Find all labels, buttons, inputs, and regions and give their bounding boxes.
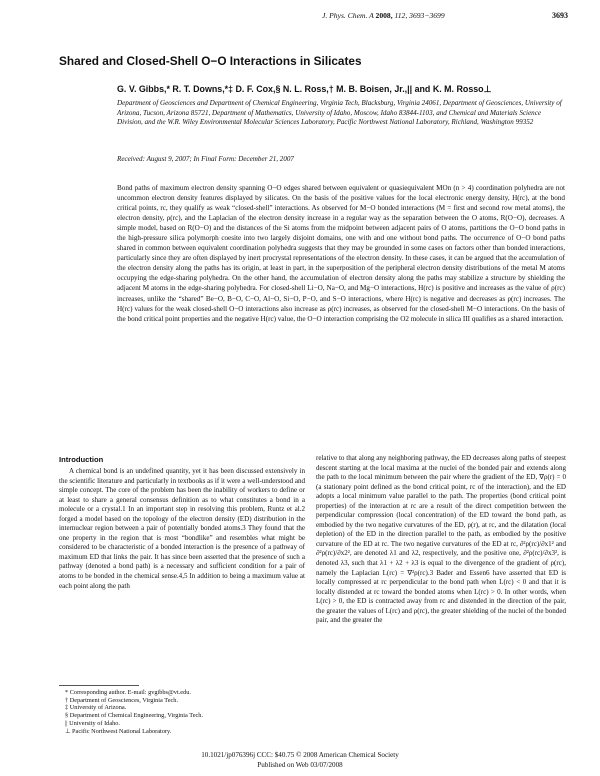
journal-volume: 112, — [394, 11, 408, 20]
body-column-left: A chemical bond is an undefined quantity, yet it has been discussed extensively in the scientific literature and particularly in textbooks as if it were a well-understood and simple concept. The core of the problem has been the inability of workers to define or at least to share a general consensus definition as to what constitutes a bond in a molecule or a crystal.1 In an important step in resolving this problem, Runtz et al.2 forged a model based on the topology of the electron density (ED) distribution in the internuclear region between a pair of potentially bonded atoms.3 They found that the one property in the region that is most “bondlike” and resembles what might be considered to be characteristic of a bonded interaction is the presence of a pathway of maximum ED that links the pair. It has since been asserted that the presence of such a pathway (denoted a bond path) is a necessary and sufficient condition for a pair of atoms to be bonded in the chemical sense.4,5 In addition to being a maximum value at each point along the path — [59, 467, 305, 590]
abstract: Bond paths of maximum electron density spanning O−O edges shared between equivalent or quasiequivalent MOn (n > 4) coordination polyhedra are not uncommon electron density features displayed by silicates. On the basis of the positive values for the local electronic energy density, H(rc), at the bond critical points, rc, they qualify as weak “closed-shell” interactions. As observed for M−O bonded interactions (M = first and second row metal atoms), the electron density, ρ(rc), and the Laplacian of the electron density increase in a regular way as the separation between the O atoms, R(O−O), decreases. A simple model, based on R(O−O) and the distances of the Si atoms from the midpoint between adjacent pairs of O atoms, partitions the O−O bond paths in the high-pressure silica polymorph coesite into two largely disjoint domains, one with and one without bond paths. The occurrence of O−O bond paths shared in common between equivalent coordination polyhedra suggests that they may be grounded in some cases on factors other than bonded interactions, particularly since they are often displayed by inert procrystal representations of the electron density. In these cases, it can be argued that the accumulation of the electron density along the paths has its origin, at least in part, in the superposition of the peripheral electron density distributions of the metal M atoms occupying the edge-sharing polyhedra. On the other hand, the accumulation of electron density along the paths may stabilize a structure by shielding the adjacent M atoms in the edge-sharing polyhedra. For closed-shell Li−O, Na−O, and Mg−O interactions, H(rc) is positive and increases as the value of ρ(rc) increases, unlike the “shared” Be−O, B−O, C−O, Al−O, Si−O, P−O, and S−O interactions, where H(rc) is negative and decreases as ρ(rc) increases. The H(rc) values for the weak closed-shell O−O interactions also increase as ρ(rc) increases, as observed for the closed-shell M−O interactions. On the basis of the bond critical point properties and the negative H(rc) value, the O−O interaction comprising the O2 molecule in silica III qualifies as a shared interaction. — [117, 184, 565, 323]
footnote-affil-5: ⊥ Pacific Northwest National Laboratory. — [65, 727, 172, 735]
footnote-divider — [59, 685, 139, 686]
footnote-affil-3: § Department of Chemical Engineering, Virginia Tech. — [65, 712, 204, 720]
page-number: 3693 — [552, 11, 568, 20]
publication-date: Published on Web 03/07/2008 — [257, 761, 343, 769]
footnote-affil-4: || University of Idaho. — [65, 719, 120, 727]
footnotes — [59, 689, 305, 735]
section-heading-introduction: Introduction — [59, 455, 104, 464]
footnote-corresponding: * Corresponding author. E-mail: gvgibbs@vt.edu. — [65, 689, 191, 696]
journal-name: J. Phys. Chem. A — [322, 11, 374, 20]
received-dates: Received: August 9, 2007; In Final Form: December 21, 2007 — [117, 155, 294, 163]
affiliations: Department of Geosciences and Department of Chemical Engineering, Virginia Tech, Blacksburg, Virginia 24061, Department of Geosciences, University of Arizona, Tucson, Arizona 85721, Department of Mathematics, University of Idaho, Moscow, Idaho 83844-1103, and Chemical and Materials Science Division, and the W.R. Wiley Environmental Molecular Sciences Laboratory, Pacific Northwest National Laboratory, Richland, Washington 99352 — [117, 99, 562, 127]
journal-year: 2008, — [375, 11, 393, 20]
running-header — [322, 11, 445, 20]
journal-pages: 3693−3699 — [409, 11, 445, 20]
body-column-right: relative to that along any neighboring pathway, the ED decreases along paths of steepest descent starting at the local maxima at the nuclei of the bonded pair and extends along the path to the local minimum between the pair where the gradient of the ED, ∇ρ(r) = 0 (a stationary point defined as the bond critical point, rc of the interaction), and the ED adopts a local minimum value parallel to the path. The properties (bond critical point properties) of the interaction at rc are a result of the direct competition between the perpendicular compression (local concentration) of the ED toward the bond path, as embodied by the two negative curvatures of the ED, ρ(r), at rc, and the dilatation (local depletion) of the ED in the direction parallel to the path, as embodied by the positive curvature of the ED at rc. The two negative curvatures of the ED at rc, ∂²ρ(rc)/∂x1² and ∂²ρ(rc)/∂x2², are denoted λ1 and λ2, respectively, and the positive one, ∂²ρ(rc)/∂x3², is denoted λ3, such that λ1 + λ2 + λ3 is equal to the divergence of the gradient of ρ(rc), namely the Laplacian L(rc) = ∇²ρ(rc).3 Bader and Essen6 have asserted that ED is locally compressed at rc perpendicular to the bond path when L(rc) < 0 and that it is locally distended at rc toward the bonded atoms when L(rc) > 0. In other words, when L(rc) > 0, the ED is contracted away from rc and distended in the direction of the pair, the greater the values of L(rc) and ρ(rc), the greater shielding of the nuclei of the bonded pair, and the greater the — [316, 454, 566, 625]
footnote-affil-2: ‡ University of Arizona. — [65, 704, 127, 712]
doi-line: 10.1021/jp076396j CCC: $40.75 © 2008 American Chemical Society — [201, 751, 399, 759]
footnote-affil-1: † Department of Geosciences, Virginia Tech. — [65, 696, 179, 704]
article-title: Shared and Closed-Shell O−O Interactions in Silicates — [59, 54, 362, 68]
author-list: G. V. Gibbs,* R. T. Downs,*‡ D. F. Cox,§ N. L. Ross,† M. B. Boisen, Jr.,|| and K. M. Rosso⊥ — [117, 84, 492, 94]
